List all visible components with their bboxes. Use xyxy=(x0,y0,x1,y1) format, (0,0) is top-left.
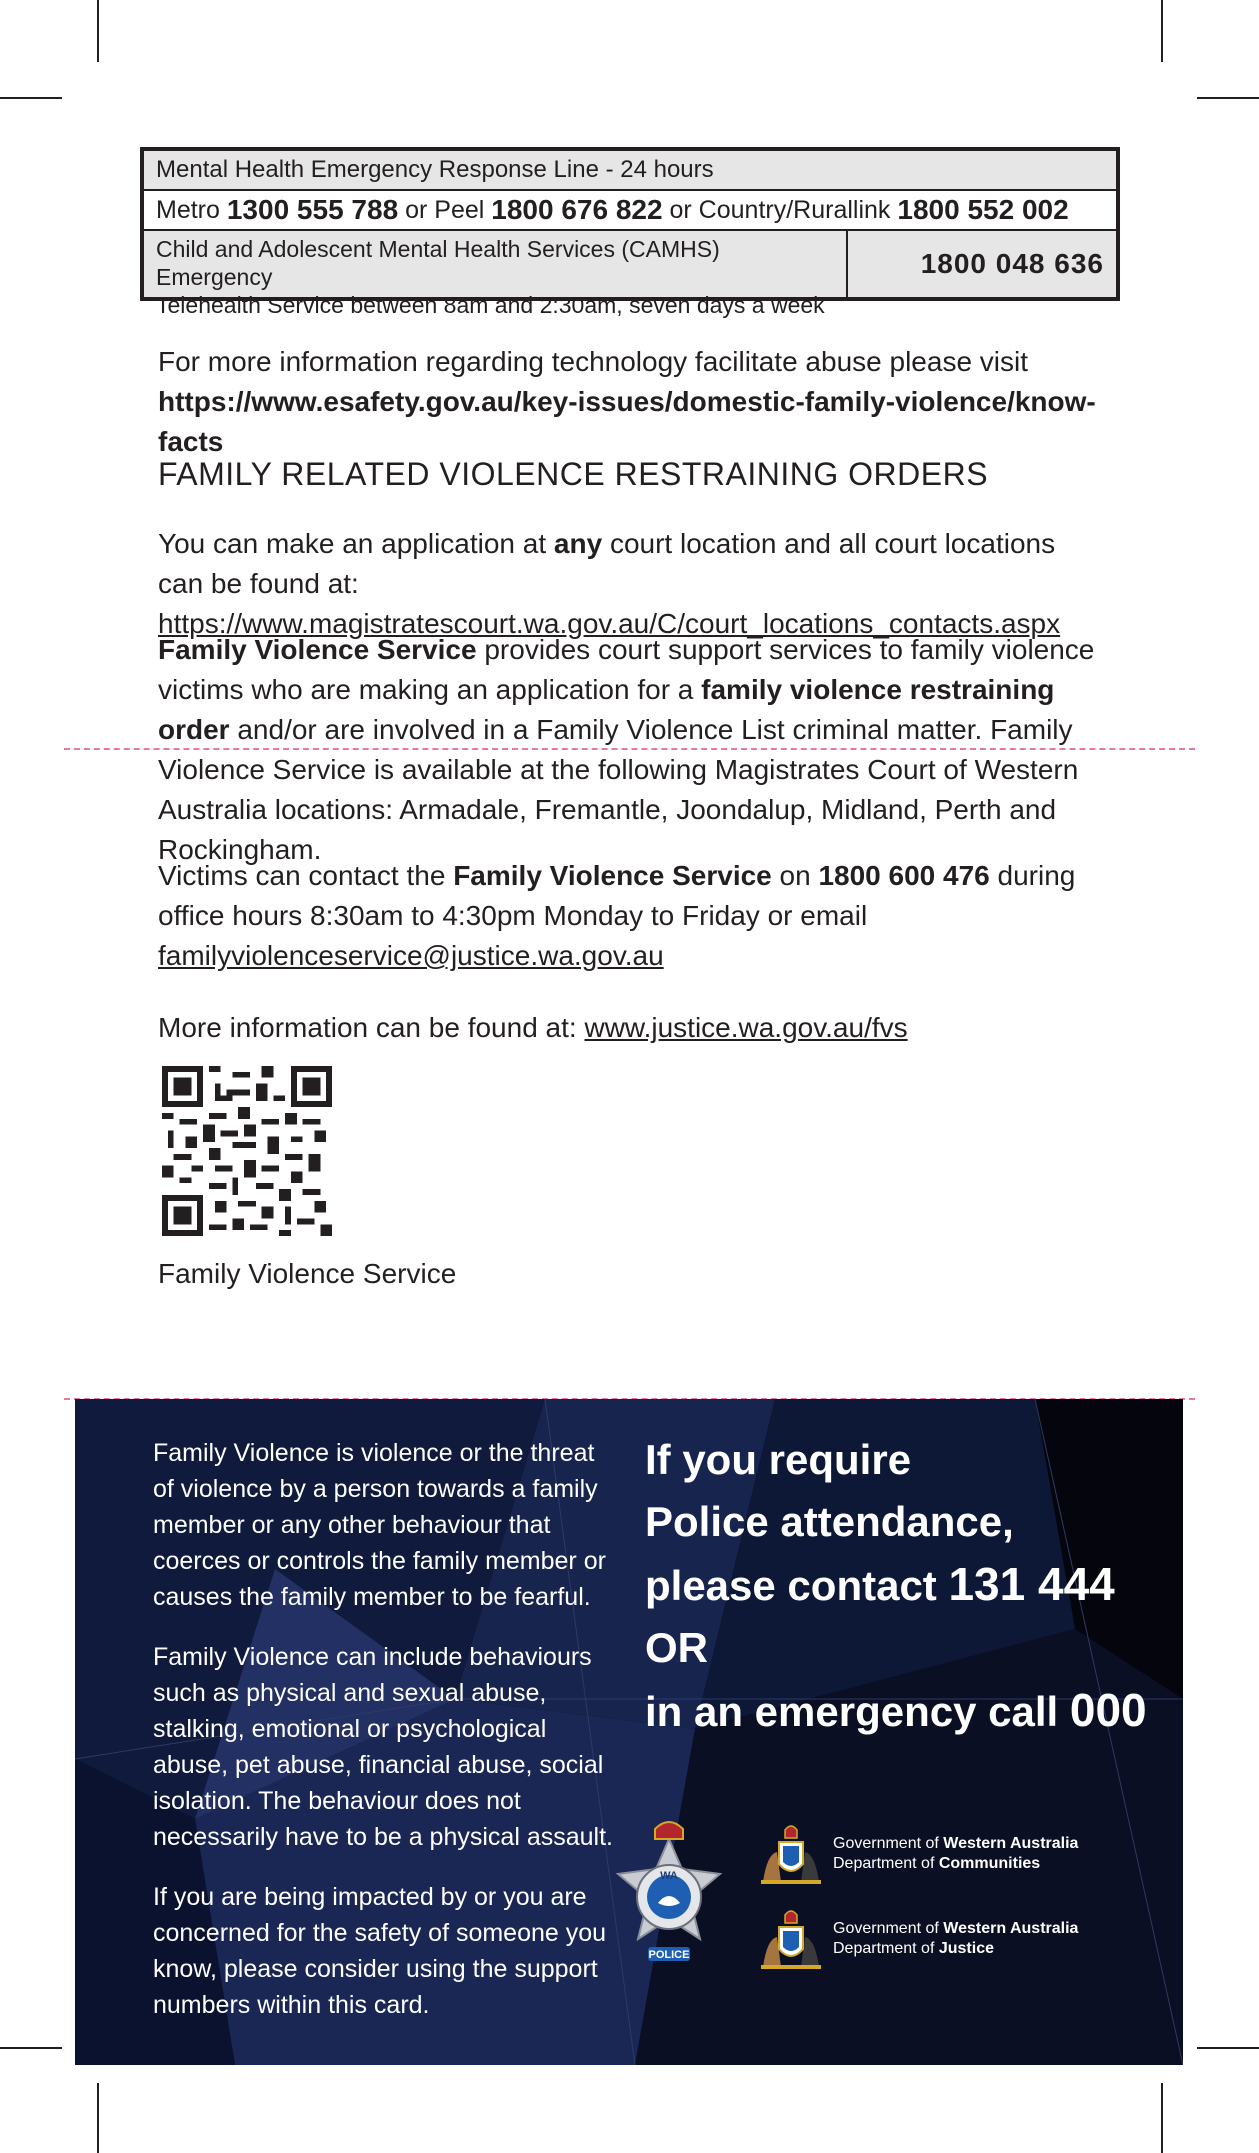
crop-mark xyxy=(97,2083,99,2153)
fv-behaviours: Family Violence can include behaviours such as physical and sexual abuse, stalking, emotional or psychological abuse, pet abuse, financial abuse, social isolation. The behaviour does not necessarily have to be a physical assault. xyxy=(153,1643,613,1851)
more-info-paragraph xyxy=(158,1008,1108,1048)
fvs-contact-paragraph xyxy=(158,856,1108,976)
country-number: 1800 552 002 xyxy=(897,194,1069,225)
dept-name: Communities xyxy=(938,1855,1041,1872)
gov-name: Western Australia xyxy=(943,1835,1079,1852)
card-left-text xyxy=(153,1879,613,2023)
police-line: OR xyxy=(645,1624,708,1671)
gov-prefix: Government of xyxy=(833,1835,939,1852)
fvs-text: provides court support services to family violence victims who are making an application for a xyxy=(158,634,1095,705)
dept-name: Justice xyxy=(938,1940,994,1957)
peel-label: or Peel xyxy=(405,195,485,224)
more-info-text: More information can be found at: xyxy=(158,1012,577,1043)
gov-logo-communities xyxy=(753,1824,1153,1888)
police-number: 131 444 xyxy=(948,1558,1115,1610)
metro-number: 1300 555 788 xyxy=(226,194,399,225)
fv-support-note: If you are being impacted by or you are concerned for the safety of someone you know, please consider using the support numbers within this card. xyxy=(153,1883,607,2019)
metro-label: Metro xyxy=(156,195,220,224)
emergency-number: 000 xyxy=(1069,1684,1147,1736)
camhs-number: 1800 048 636 xyxy=(920,248,1104,279)
card-left-text xyxy=(153,1435,613,1615)
family-violence-card xyxy=(75,1399,1183,2065)
esafety-paragraph xyxy=(158,342,1108,462)
camhs-description-line: Child and Adolescent Mental Health Services (CAMHS) Emergency xyxy=(156,236,720,290)
crop-mark xyxy=(1197,97,1259,99)
mental-health-table xyxy=(140,147,1120,318)
gov-prefix: Government of xyxy=(833,1920,939,1937)
dept-prefix: Department of xyxy=(833,1855,935,1872)
court-text: court location and all court locations can be found at: xyxy=(158,528,1056,599)
police-line xyxy=(645,1553,1165,1617)
camhs-description-line: Telehealth Service between 8am and 2:30am, seven days a week xyxy=(156,292,825,318)
fvs-contact-text: on xyxy=(779,860,811,891)
country-label: or Country/Rurallink xyxy=(669,195,891,224)
wa-coat-of-arms-icon xyxy=(753,1824,829,1888)
table-row xyxy=(144,191,1116,231)
gov-logo-justice xyxy=(753,1909,1153,1973)
section-heading: FAMILY RELATED VIOLENCE RESTRAINING ORDERS xyxy=(158,456,989,492)
qr-code[interactable] xyxy=(162,1066,332,1236)
police-contact-block xyxy=(645,1429,1165,1743)
wa-coat-of-arms-icon xyxy=(753,1909,829,1973)
gov-logo-text xyxy=(833,1919,1078,1959)
crop-mark xyxy=(1197,2047,1259,2049)
table-row xyxy=(144,151,1116,191)
fv-definition: Family Violence is violence or the threat of violence by a person towards a family member or any other behaviour that coerces or controls the family member or causes the family member to be fearful. xyxy=(153,1439,606,1611)
esafety-url[interactable]: https://www.esafety.gov.au/key-issues/domestic-family-violence/know-facts xyxy=(158,386,1096,457)
wa-police-badge-icon xyxy=(610,1819,728,1969)
gov-name: Western Australia xyxy=(943,1920,1079,1937)
court-locations-link[interactable]: https://www.magistratescourt.wa.gov.au/C/court_locations_contacts.aspx xyxy=(158,608,1061,639)
fvs-contact-text: Victims can contact the xyxy=(158,860,446,891)
police-line-text: please contact xyxy=(645,1562,937,1609)
fvs-phone: 1800 600 476 xyxy=(818,860,990,891)
dept-prefix: Department of xyxy=(833,1940,935,1957)
camhs-description xyxy=(144,231,848,318)
fvs-text-bold: family violence restraining order xyxy=(158,674,1055,745)
badge-top-text: WA xyxy=(660,1870,678,1882)
fvs-email-link[interactable]: familyviolenceservice@justice.wa.gov.au xyxy=(158,940,664,971)
badge-bottom-text: POLICE xyxy=(648,1949,690,1961)
court-text: You can make an application at xyxy=(158,528,547,559)
court-text-bold: any xyxy=(553,528,603,559)
fvs-contact-name: Family Violence Service xyxy=(453,860,772,891)
gov-logo-text xyxy=(833,1834,1078,1874)
fvs-text: and/or are involved in a Family Violence List criminal matter. Family Violence Service is available at the following Magistrates Court of Western Australia locations: Armadale, Fremantle, Joondalup, Midland, Perth and Rockingham. xyxy=(158,714,1079,865)
crop-mark xyxy=(97,0,99,62)
esafety-intro: For more information regarding technology facilitate abuse please visit xyxy=(158,346,1029,377)
police-line-text: in an emergency call xyxy=(645,1688,1059,1735)
police-line: Police attendance, xyxy=(645,1498,1014,1545)
mental-health-line-label: Mental Health Emergency Response Line - 24 hours xyxy=(156,156,714,183)
fvs-website-link[interactable]: www.justice.wa.gov.au/fvs xyxy=(584,1012,908,1043)
police-line xyxy=(645,1679,1165,1743)
fvs-contact-text: during office hours 8:30am to 4:30pm Monday to Friday or email xyxy=(158,860,1076,931)
peel-number: 1800 676 822 xyxy=(491,194,663,225)
crop-mark xyxy=(0,2047,62,2049)
crop-mark xyxy=(1161,0,1163,62)
court-paragraph xyxy=(158,524,1108,644)
table-row xyxy=(144,231,1116,318)
card-left-text xyxy=(153,1639,613,1855)
fvs-name: Family Violence Service xyxy=(158,634,477,665)
crop-mark xyxy=(1161,2083,1163,2153)
police-line: If you require xyxy=(645,1436,912,1483)
crop-mark xyxy=(0,97,62,99)
qr-caption: Family Violence Service xyxy=(158,1258,457,1289)
fvs-paragraph xyxy=(158,630,1108,870)
